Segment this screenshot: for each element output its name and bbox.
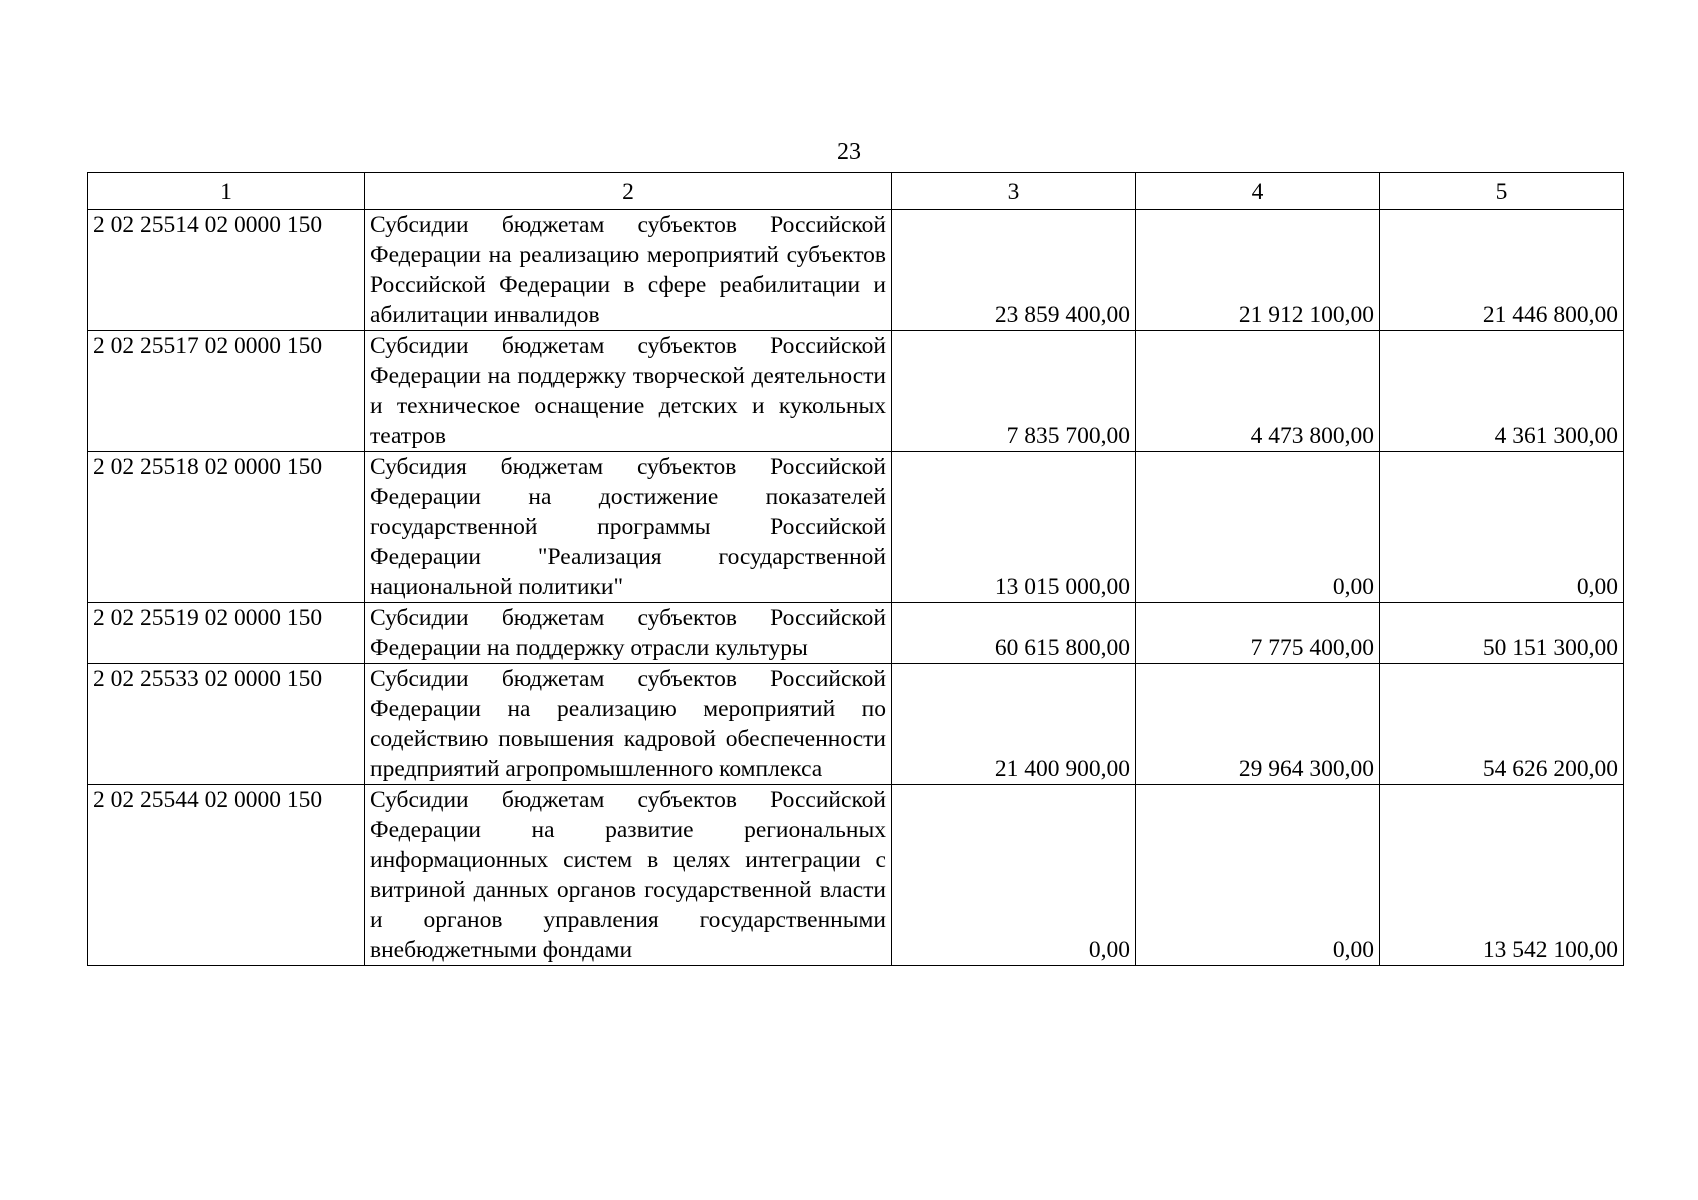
page-number: 23 [837,139,861,165]
amount-col3: 13 015 000,00 [892,452,1136,603]
amount-col5: 21 446 800,00 [1380,210,1624,331]
header-row [88,173,1624,210]
amount-col4: 4 473 800,00 [1136,331,1380,452]
budget-code: 2 02 25514 02 0000 150 [88,210,365,331]
amount-col3: 23 859 400,00 [892,210,1136,331]
table-row [88,331,1624,452]
amount-col4: 21 912 100,00 [1136,210,1380,331]
column-header: 3 [892,173,1136,210]
table-body [88,210,1624,966]
amount-col4: 7 775 400,00 [1136,603,1380,664]
income-name: Субсидии бюджетам субъектов Российской Федерации на поддержку творческой деятельности и техническое оснащение детских и кукольных театров [365,331,892,452]
table-row [88,603,1624,664]
budget-code: 2 02 25544 02 0000 150 [88,785,365,966]
amount-col4: 29 964 300,00 [1136,664,1380,785]
amount-col3: 0,00 [892,785,1136,966]
income-name: Субсидии бюджетам субъектов Российской Федерации на реализацию мероприятий по содействию повышения кадровой обеспеченности предприятий агропромышленного комплекса [365,664,892,785]
budget-code: 2 02 25533 02 0000 150 [88,664,365,785]
income-name: Субсидия бюджетам субъектов Российской Федерации на достижение показателей государственной программы Российской Федерации "Реализация государственной национальной политики" [365,452,892,603]
income-name: Субсидии бюджетам субъектов Российской Федерации на поддержку отрасли культуры [365,603,892,664]
amount-col3: 60 615 800,00 [892,603,1136,664]
amount-col5: 13 542 100,00 [1380,785,1624,966]
column-header: 1 [88,173,365,210]
column-header: 4 [1136,173,1380,210]
table-row [88,664,1624,785]
table-header [88,173,1624,210]
table-row [88,452,1624,603]
column-header: 2 [365,173,892,210]
amount-col3: 21 400 900,00 [892,664,1136,785]
budget-code: 2 02 25519 02 0000 150 [88,603,365,664]
amount-col5: 54 626 200,00 [1380,664,1624,785]
amount-col5: 0,00 [1380,452,1624,603]
amount-col3: 7 835 700,00 [892,331,1136,452]
budget-table [87,172,1624,966]
budget-code: 2 02 25517 02 0000 150 [88,331,365,452]
income-name: Субсидии бюджетам субъектов Российской Федерации на реализацию мероприятий субъектов Российской Федерации в сфере реабилитации и абилитации инвалидов [365,210,892,331]
amount-col4: 0,00 [1136,785,1380,966]
table-row [88,785,1624,966]
table-row [88,210,1624,331]
budget-code: 2 02 25518 02 0000 150 [88,452,365,603]
amount-col5: 50 151 300,00 [1380,603,1624,664]
income-name: Субсидии бюджетам субъектов Российской Федерации на развитие региональных информационных систем в целях интеграции с витриной данных органов государственной власти и органов управления государственными внебюджетными фондами [365,785,892,966]
column-header: 5 [1380,173,1624,210]
amount-col5: 4 361 300,00 [1380,331,1624,452]
amount-col4: 0,00 [1136,452,1380,603]
